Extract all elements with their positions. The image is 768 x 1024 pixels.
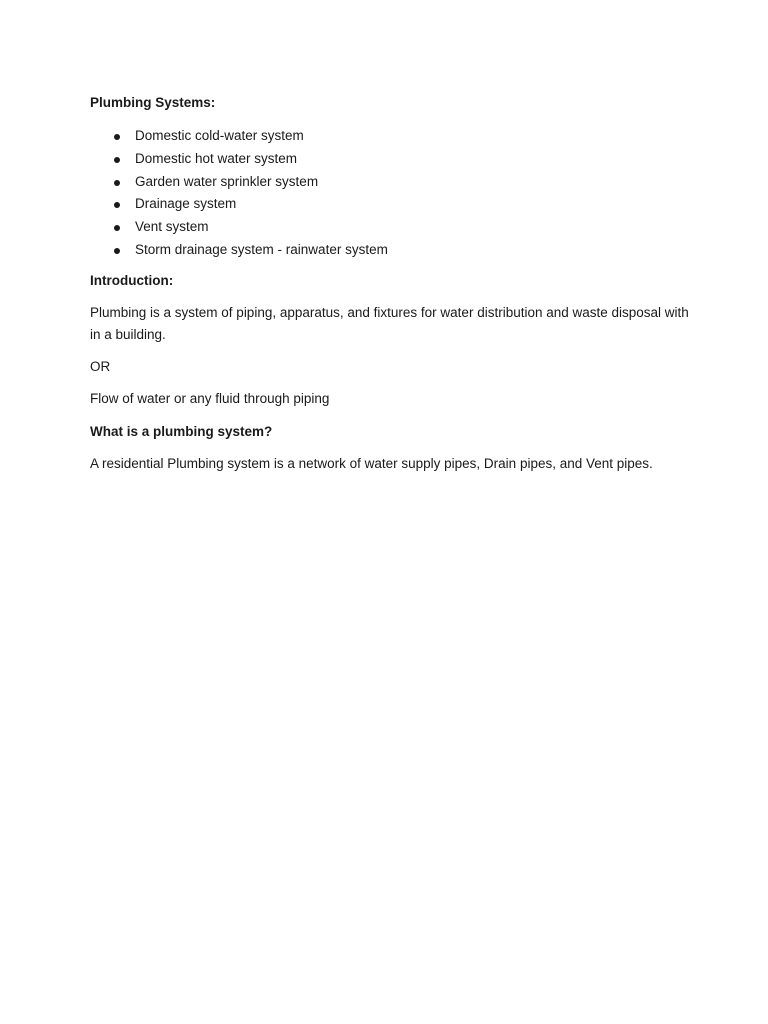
bullet-icon xyxy=(114,134,120,140)
residential-paragraph: A residential Plumbing system is a network of water supply pipes, Drain pipes, and Vent pipes. xyxy=(90,455,653,471)
list-item-text: Vent system xyxy=(135,219,209,235)
bullet-icon xyxy=(114,248,120,254)
list-item-text: Drainage system xyxy=(135,196,237,212)
bullet-icon xyxy=(114,157,120,163)
document-content xyxy=(90,94,690,475)
or-paragraph: OR xyxy=(90,358,111,374)
list-item xyxy=(90,148,690,171)
list-item xyxy=(90,239,690,262)
plumbing-systems-list xyxy=(90,125,690,262)
list-item-text: Domestic cold-water system xyxy=(135,128,304,143)
bullet-icon xyxy=(114,202,120,208)
list-item-text: Storm drainage system - rainwater system xyxy=(135,241,388,257)
list-item-text: Domestic hot water system xyxy=(135,150,298,166)
list-item xyxy=(90,171,690,194)
list-item xyxy=(90,216,690,239)
list-item-text: Garden water sprinkler system xyxy=(135,173,319,189)
introduction-paragraph: Plumbing is a system of piping, apparatus, and fixtures for water distribution and waste disposal with in a building. xyxy=(90,304,689,342)
bullet-icon xyxy=(114,180,120,186)
flow-paragraph: Flow of water or any fluid through piping xyxy=(90,390,330,406)
section-heading-plumbing-systems: Plumbing Systems: xyxy=(90,95,216,110)
list-item xyxy=(90,125,690,148)
list-item xyxy=(90,193,690,216)
section-heading-what-is-plumbing: What is a plumbing system? xyxy=(90,423,273,439)
bullet-icon xyxy=(114,225,120,231)
section-heading-introduction: Introduction: xyxy=(90,272,174,288)
